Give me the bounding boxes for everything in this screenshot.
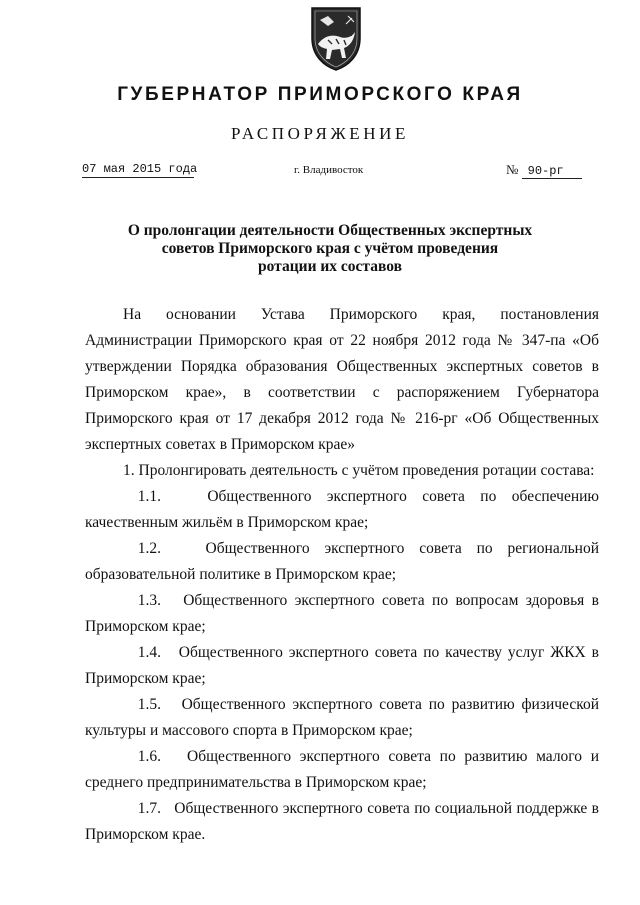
item-number: 1.4. bbox=[137, 644, 161, 661]
document-city: г. Владивосток bbox=[294, 164, 364, 176]
list-item bbox=[85, 796, 599, 848]
subject-line: ротации их составов bbox=[257, 258, 402, 275]
item-text: Общественного экспертного совета по качеству услуг ЖКХ в Приморском крае; bbox=[85, 644, 599, 687]
item-text: Общественного экспертного совета по развитию малого и среднего предпринимательства в Приморском крае; bbox=[85, 748, 599, 791]
document-subject bbox=[120, 222, 540, 276]
coat-of-arms-icon bbox=[306, 4, 366, 72]
item-text: Общественного экспертного совета по развитию физической культуры и массового спорта в Приморском крае; bbox=[85, 696, 599, 739]
point-1: 1. Пролонгировать деятельность с учётом проведения ротации состава: bbox=[123, 462, 595, 479]
document-body bbox=[85, 302, 599, 848]
list-item bbox=[85, 692, 599, 744]
subject-line: советов Приморского края с учётом проведения bbox=[161, 240, 499, 257]
list-item bbox=[85, 536, 599, 588]
item-text: Общественного экспертного совета по социальной поддержке в Приморском крае. bbox=[85, 800, 599, 843]
item-text: Общественного экспертного совета по вопросам здоровья в Приморском крае; bbox=[85, 592, 599, 635]
item-number: 1.3. bbox=[137, 592, 161, 609]
document-date: 07 мая 2015 года bbox=[82, 162, 198, 176]
item-number: 1.7. bbox=[137, 800, 161, 817]
list-item bbox=[85, 744, 599, 796]
number-sign: № bbox=[506, 162, 519, 177]
list-item bbox=[85, 588, 599, 640]
item-text: Общественного экспертного совета по обеспечению качественным жильём в Приморском крае; bbox=[85, 488, 600, 531]
subject-line: О пролонгации деятельности Общественных экспертных bbox=[127, 222, 533, 239]
item-number: 1.5. bbox=[137, 696, 161, 713]
preamble-paragraph: На основании Устава Приморского края, постановления Администрации Приморского края от 22 ноября 2012 года № 347-па «Об утверждении Порядка образования Общественных экспертных советов в Приморском крае», в соответствии с распоряжением Губернатора Приморского края от 17 декабря 2012 года № 216-рг «Об Общественных экспертных советах в Приморском крае» bbox=[85, 306, 599, 453]
list-item bbox=[85, 640, 599, 692]
item-text: Общественного экспертного совета по региональной образовательной политике в Приморском крае; bbox=[85, 540, 600, 583]
item-number: 1.1. bbox=[137, 488, 161, 505]
document-type: РАСПОРЯЖЕНИЕ bbox=[230, 124, 410, 143]
item-number: 1.6. bbox=[137, 748, 161, 765]
item-number: 1.2. bbox=[137, 540, 161, 557]
list-item bbox=[85, 484, 599, 536]
governor-title: ГУБЕРНАТОР ПРИМОРСКОГО КРАЯ bbox=[117, 84, 523, 105]
document-number bbox=[506, 162, 586, 179]
number-value: 90-рг bbox=[522, 164, 582, 179]
